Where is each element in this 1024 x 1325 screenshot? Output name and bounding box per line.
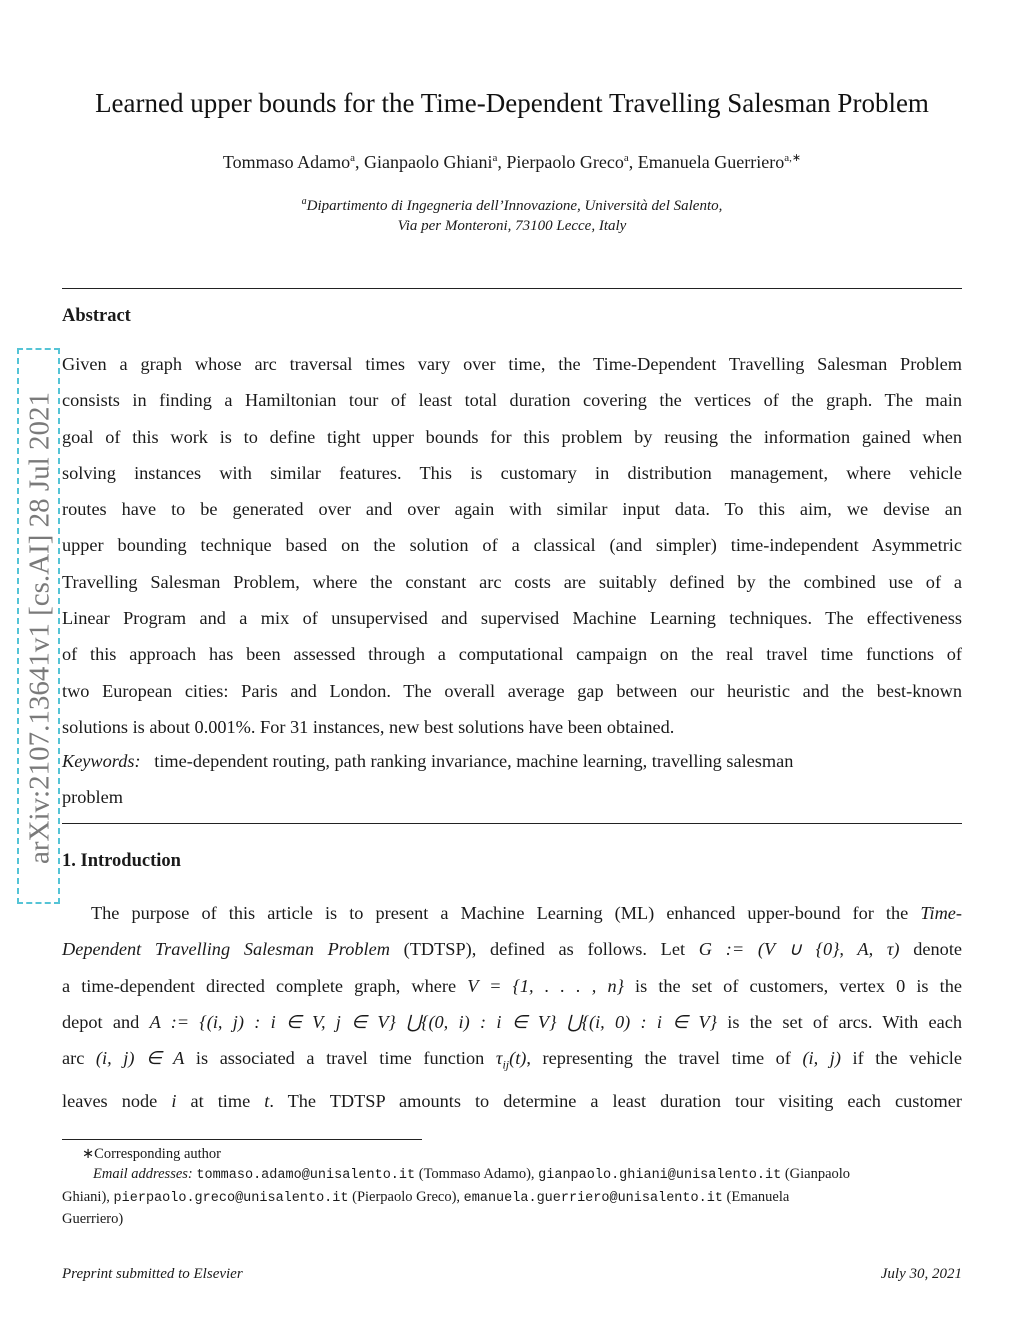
intro-text: depot and: [62, 1011, 140, 1032]
abstract-heading: Abstract: [62, 306, 131, 326]
introduction-body: [62, 895, 962, 1119]
intro-text: if the vehicle: [852, 1048, 962, 1069]
intro-text: (TDTSP), defined as follows. Let: [403, 939, 686, 960]
affiliation-sup: a: [301, 196, 307, 207]
keywords-text-cont: problem: [62, 787, 123, 807]
author-list: Tommaso Adamo$^a$, Gianpaolo Ghiani$^a$, Pierpaolo Greco$^a$, Emanuela Guerriero$^{a,∗}$: [222, 152, 802, 172]
abstract-line: goal of this work is to define tight upper bounds for this problem by reusing the information gained when: [62, 426, 962, 447]
email-owner: (Emanuela: [726, 1188, 790, 1205]
footnote-rule: [62, 1139, 422, 1140]
affiliation: [0, 192, 1024, 236]
abstract-line: Travelling Salesman Problem, where the constant arc costs are suitably defined by the combined use of a: [62, 571, 962, 592]
intro-math: τ: [495, 1048, 503, 1069]
abstract-line: solutions is about 0.001%. For 31 instances, new best solutions have been obtained.: [62, 716, 675, 737]
intro-text: is the set of customers, vertex 0 is the: [635, 975, 962, 996]
email-owner: (Pierpaolo Greco),: [352, 1188, 461, 1205]
keywords-text: time-dependent routing, path ranking invariance, machine learning, travelling salesman: [154, 751, 794, 771]
intro-text: is the set of arcs. With each: [727, 1011, 962, 1032]
intro-text: denote: [913, 939, 963, 960]
email-owner: Ghiani),: [62, 1188, 110, 1205]
intro-math: (t): [509, 1048, 527, 1069]
abstract-top-rule: [62, 288, 962, 289]
intro-math: G := (V ∪ {0}, A, τ): [698, 939, 900, 960]
abstract-body: [62, 346, 962, 745]
abstract-line: two European cities: Paris and London. The overall average gap between our heuristic and the best-known: [62, 680, 962, 701]
intro-text: a time-dependent directed complete graph, where: [62, 975, 457, 996]
author-sup: a: [492, 152, 498, 164]
author-name: Gianpaolo Ghiani: [364, 152, 493, 172]
intro-math: (i, j) ∈ A: [95, 1048, 185, 1069]
intro-text: at time: [190, 1091, 251, 1112]
intro-text: Time-: [920, 903, 962, 923]
footnote-emails: [62, 1164, 962, 1230]
footer-date: July 30, 2021: [880, 1266, 962, 1282]
author-sup: a: [623, 152, 629, 164]
affiliation-line-1: Dipartimento di Ingegneria dell’Innovazione, Università del Salento,: [306, 198, 723, 214]
paper-title: Learned upper bounds for the Time-Dependent Travelling Salesman Problem: [95, 88, 929, 118]
intro-math: V = {1, . . . , n}: [467, 975, 624, 996]
abstract-line: solving instances with similar features. This is customary in distribution management, where vehicle: [62, 462, 962, 483]
abstract-line: Linear Program and a mix of unsupervised and supervised Machine Learning techniques. The effectiveness: [62, 608, 962, 629]
email-owner: Guerriero): [62, 1211, 124, 1227]
abstract-line: consists in finding a Hamiltonian tour of least total duration covering the vertices of the graph. The main: [62, 390, 962, 411]
abstract-line: routes have to be generated over and over again with similar input data. To this aim, we devise an: [62, 499, 962, 520]
author-name: Pierpaolo Greco: [506, 152, 624, 172]
intro-text: The purpose of this article is to present a Machine Learning (ML) enhanced upper-bound for the: [91, 903, 909, 923]
author-name: Emanuela Guerriero: [637, 152, 785, 172]
keywords-label: Keywords:: [62, 751, 141, 771]
intro-text: leaves node: [62, 1091, 158, 1112]
abstract-line: Given a graph whose arc traversal times vary over time, the Time-Dependent Travelling Salesman Problem: [62, 354, 962, 374]
affiliation-line-2: Via per Monteroni, 73100 Lecce, Italy: [397, 218, 627, 234]
email-owner: (Gianpaolo: [784, 1166, 851, 1182]
intro-text: arc: [62, 1048, 85, 1069]
author-name: Tommaso Adamo: [222, 152, 351, 172]
abstract-line: upper bounding technique based on the solution of a classical (and simpler) time-independent Asymmetric: [62, 535, 962, 556]
email-link[interactable]: emanuela.guerriero@unisalento.it: [463, 1190, 723, 1206]
intro-math-sub: ij: [502, 1057, 510, 1072]
author-sup: a: [350, 152, 356, 164]
intro-text: . The TDTSP amounts to determine a least duration tour visiting each customer: [269, 1091, 962, 1112]
email-owner: (Tommaso Adamo),: [418, 1166, 535, 1182]
intro-math: t: [264, 1091, 270, 1112]
intro-math: i: [171, 1091, 177, 1112]
arxiv-stamp-text: arXiv:2107.13641v1 [cs.AI] 28 Jul 2021: [23, 391, 56, 865]
intro-text: , representing the travel time of: [526, 1048, 791, 1069]
footnote-corresponding: ∗Corresponding author: [82, 1146, 222, 1162]
intro-math: A := {(i, j) : i ∈ V, j ∈ V} ⋃{(0, i) : i ∈ V} ⋃{(i, 0) : i ∈ V}: [149, 1011, 717, 1032]
arxiv-stamp-link[interactable]: [17, 348, 60, 904]
keywords: [62, 743, 962, 815]
intro-text: Dependent Travelling Salesman Problem: [62, 939, 390, 960]
abstract-line: of this approach has been assessed through a computational campaign on the real travel time functions of: [62, 644, 962, 665]
intro-text: is associated a travel time function: [195, 1048, 485, 1069]
author-sup: a,∗: [784, 152, 802, 164]
intro-math: (i, j): [802, 1048, 841, 1069]
email-link[interactable]: gianpaolo.ghiani@unisalento.it: [538, 1168, 782, 1183]
section-heading-introduction: 1. Introduction: [62, 851, 181, 871]
email-label: Email addresses:: [93, 1166, 193, 1182]
footer-preprint: Preprint submitted to Elsevier: [62, 1266, 243, 1282]
email-link[interactable]: tommaso.adamo@unisalento.it: [196, 1168, 416, 1183]
abstract-bottom-rule: [62, 823, 962, 824]
email-link[interactable]: pierpaolo.greco@unisalento.it: [113, 1190, 349, 1206]
